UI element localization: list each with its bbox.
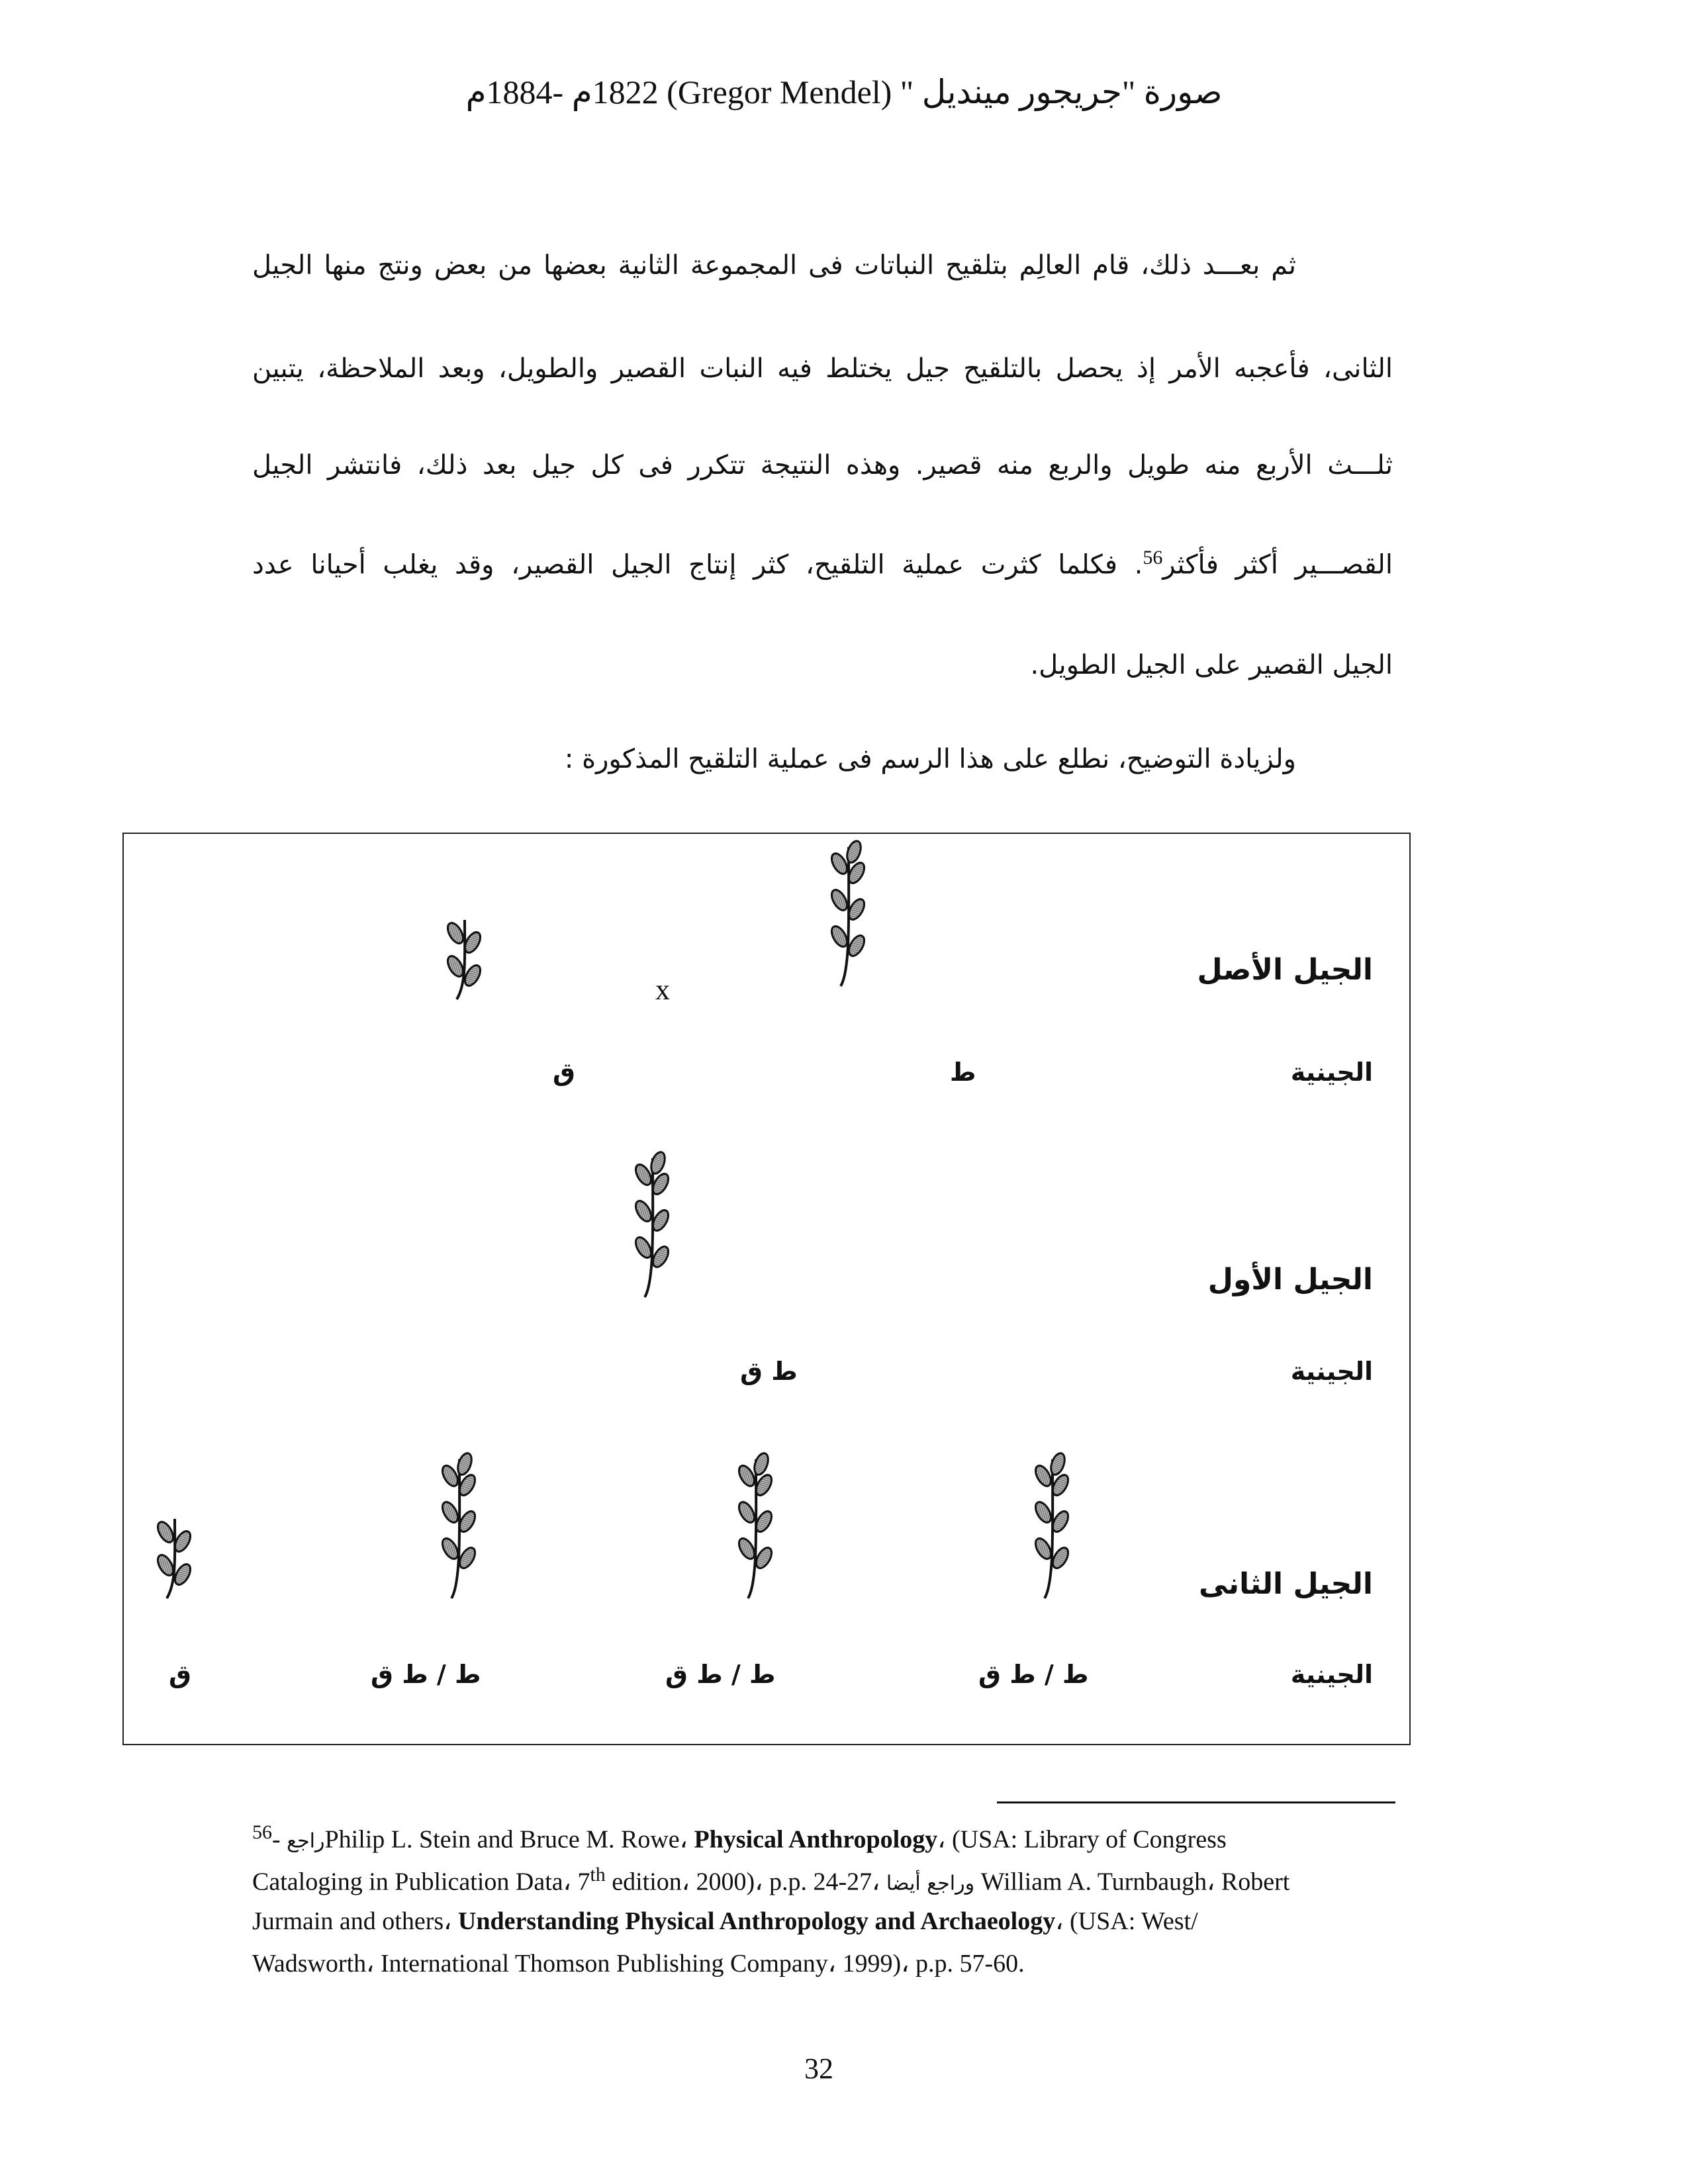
paragraph-line [252,547,1393,580]
parent-generation-label: الجيل الأصل [1197,953,1373,987]
genes-label: الجينية [1290,1357,1373,1386]
footnote-line: Wadsworth، International Thomson Publishing Company، 1999)، p.p. 57-60. [252,1950,1025,1978]
f2-gene: ط / ط ق [665,1660,776,1689]
footnote-book-title: Understanding Physical Anthropology and Archaeology [457,1907,1056,1935]
second-generation-label: الجيل الثانى [1199,1567,1373,1601]
genes-label: الجينية [1290,1058,1373,1087]
f2-gene: ط / ط ق [371,1660,481,1689]
short-plant-icon [437,910,490,1006]
tall-plant-icon [1025,1449,1078,1605]
footnote-text: edition، 2000)، p.p. 24-27، [605,1868,886,1896]
footnote-arabic: راجع [287,1829,325,1853]
footnote-text: Jurmain and others، [252,1907,458,1935]
short-plant-icon [147,1509,200,1605]
footnote-arabic: وراجع أيضا [886,1872,975,1895]
footnote-reference: 56 [1143,547,1163,569]
footnote-text: Cataloging in Publication Data، 7 [252,1868,590,1896]
paragraph-line: ثم بعـــد ذلك، قام العالِم بتلقيح النباتات فى المجموعة الثانية بعضها من بعض ونتج منها الجيل [252,250,1296,281]
paragraph-text: القصـــير أكثر فأكثر [1162,549,1393,580]
footnote-line [252,1864,1289,1897]
genes-label: الجينية [1290,1660,1373,1689]
figure-caption-title: صورة "جريجور مينديل " (Gregor Mendel) 1822م -1884م [465,73,1223,111]
footnote-book-title: Physical Anthropology [694,1825,938,1854]
parent-short-gene: ق [553,1058,575,1087]
footnote-text: Philip L. Stein and Bruce M. Rowe، [324,1825,694,1854]
intro-line: ولزيادة التوضيح، نطلع على هذا الرسم فى عملية التلقيح المذكورة : [564,744,1296,774]
parent-tall-gene: ط [950,1058,976,1087]
paragraph-text: . فكلما كثرت عملية التلقيح، كثر إنتاج الجيل القصير، وقد يغلب أحيانا عدد [252,549,1143,580]
tall-plant-icon [821,837,874,993]
footnote-text: William A. Turnbaugh، Robert [974,1868,1290,1896]
first-generation-label: الجيل الأول [1207,1263,1373,1297]
f2-gene: ط / ط ق [978,1660,1089,1689]
tall-plant-icon [432,1449,485,1605]
cross-symbol: x [655,974,670,1006]
f2-gene: ق [169,1660,191,1689]
footnote-separator [997,1801,1395,1803]
page-number: 32 [804,2052,833,2085]
footnote-sup: th [590,1864,606,1886]
f1-gene: ط ق [740,1357,798,1386]
footnote-text: ، (USA: Library of Congress [937,1825,1227,1854]
paragraph-line: الجيل القصير على الجيل الطويل. [1030,650,1393,680]
footnote-line [252,1821,1227,1854]
tall-plant-icon [728,1449,781,1605]
footnote-number: 56 [252,1821,272,1843]
footnote-text: ، (USA: West/ [1055,1907,1198,1935]
footnote-line [252,1906,1198,1936]
tall-plant-icon [625,1148,678,1304]
footnote-dash: - [272,1825,281,1854]
paragraph-line: ثلـــث الأربع منه طويل والربع منه قصير. وهذه النتيجة تتكرر فى كل جيل بعد ذلك، فانتشر الجيل [252,450,1393,480]
paragraph-line: الثانى، فأعجبه الأمر إذ يحصل بالتلقيح جيل يختلط فيه النبات القصير والطويل، وبعد الملاحظة، يتبين [252,353,1393,384]
